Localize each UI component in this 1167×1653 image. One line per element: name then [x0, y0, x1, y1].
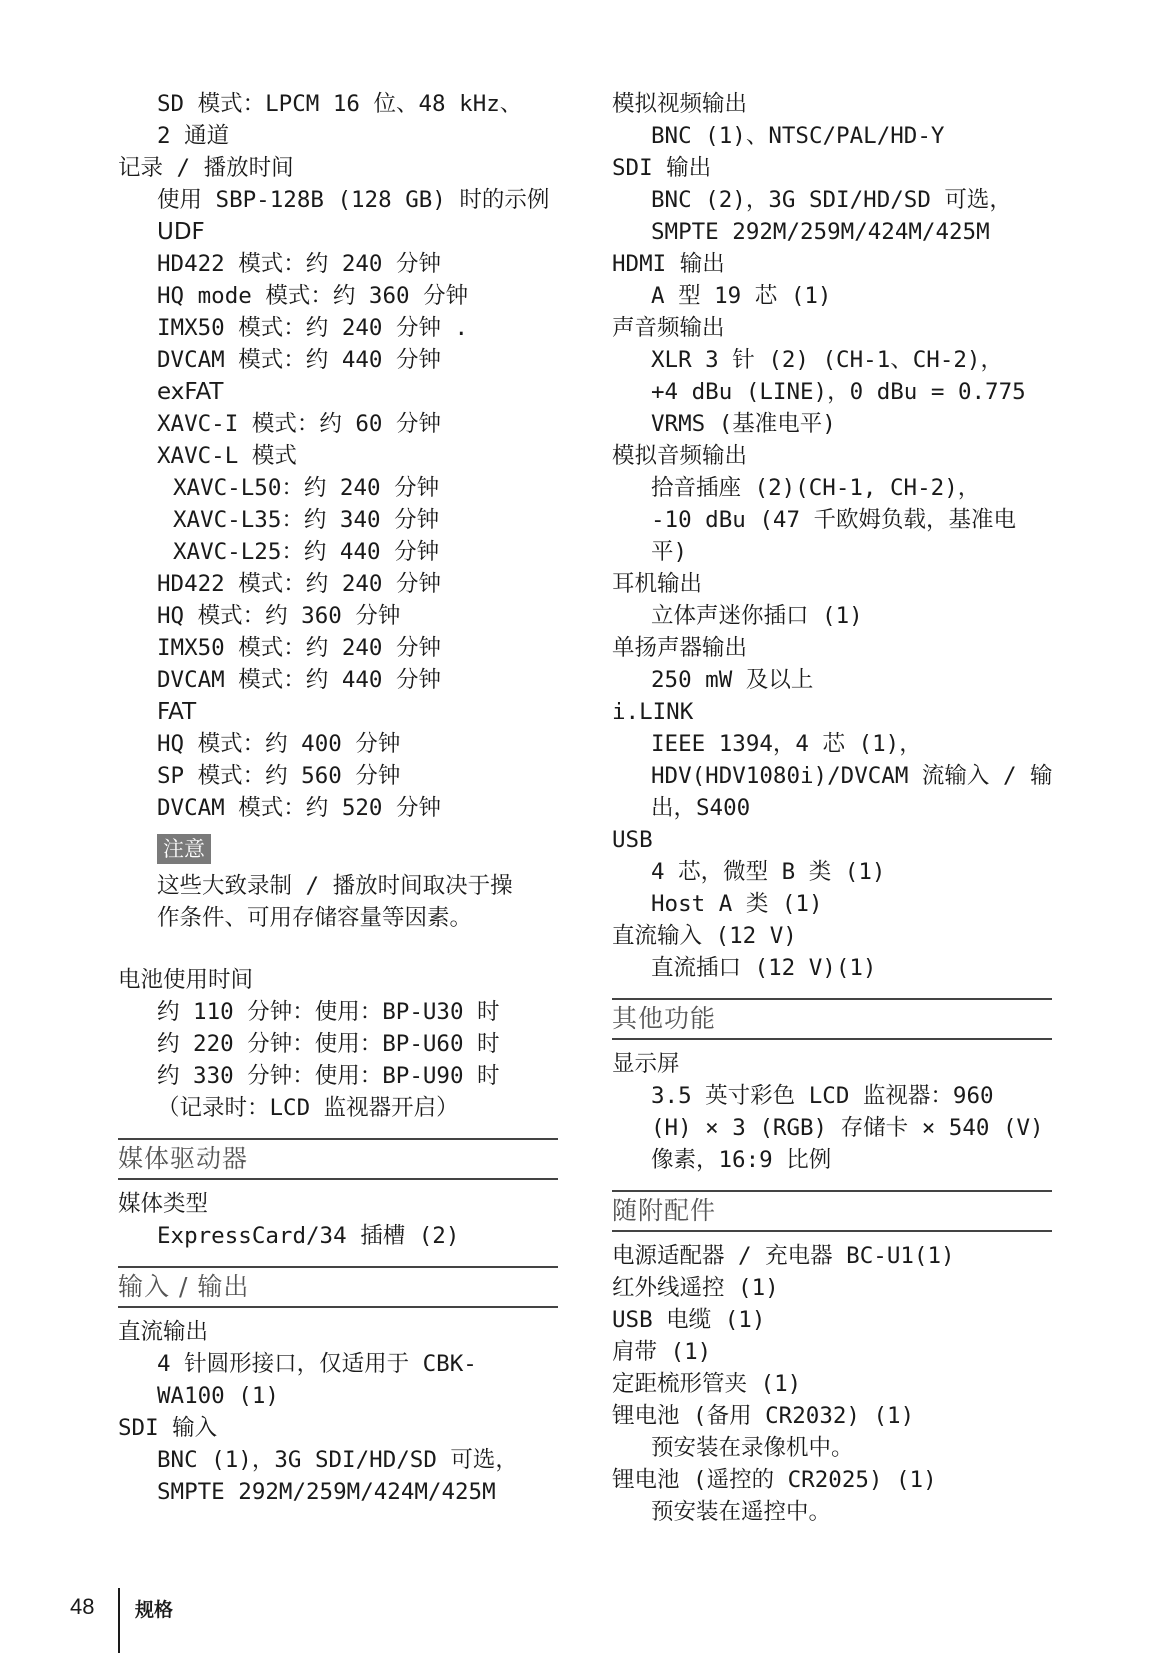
subheading-fat: FAT — [157, 699, 197, 725]
accessory-item: 锂电池 (遥控的 CR2025) (1) — [612, 1467, 937, 1493]
spec-line: 约 110 分钟：使用：BP-U30 时 — [157, 999, 500, 1025]
spec-line: HQ 模式：约 360 分钟 — [157, 603, 401, 629]
subheading-exfat: exFAT — [157, 379, 224, 405]
spec-heading: 声音频输出 — [612, 315, 725, 341]
spec-line: -10 dBu (47 千欧姆负载，基准电 — [651, 507, 1017, 533]
spec-line: （记录时：LCD 监视器开启） — [157, 1095, 459, 1121]
accessory-item: 定距梳形管夹 (1) — [612, 1371, 802, 1397]
spec-line: 预安装在录像机中。 — [651, 1435, 854, 1461]
right-column — [612, 88, 1052, 1528]
section-header-accessories: 随附配件 — [612, 1190, 1052, 1232]
spec-line: 250 mW 及以上 — [651, 667, 814, 693]
spec-line: BNC (2)，3G SDI/HD/SD 可选， — [651, 187, 1012, 213]
spec-heading: i.LINK — [612, 699, 694, 725]
spec-line: SMPTE 292M/259M/424M/425M — [157, 1479, 496, 1505]
accessory-item: 红外线遥控 (1) — [612, 1275, 779, 1301]
spec-line: HD422 模式：约 240 分钟 — [157, 251, 442, 277]
spec-line: 平) — [651, 539, 688, 565]
section-header-io: 输入 / 输出 — [118, 1266, 558, 1308]
accessory-item: 锂电池 (备用 CR2032) (1) — [612, 1403, 915, 1429]
spec-line: XAVC-I 模式：约 60 分钟 — [157, 411, 442, 437]
spec-line: DVCAM 模式：约 520 分钟 — [157, 795, 442, 821]
left-column — [118, 88, 558, 1508]
spec-heading: 单扬声器输出 — [612, 635, 748, 661]
spec-line: 约 220 分钟：使用：BP-U60 时 — [157, 1031, 500, 1057]
spec-line: ExpressCard/34 插槽 (2) — [157, 1223, 460, 1249]
spec-line: 拾音插座 (2)(CH-1, CH-2)， — [651, 475, 981, 501]
spec-heading: 记录 / 播放时间 — [118, 155, 294, 181]
section-header-media: 媒体驱动器 — [118, 1138, 558, 1180]
spec-line: DVCAM 模式：约 440 分钟 — [157, 347, 442, 373]
spec-line: A 型 19 芯 (1) — [651, 283, 832, 309]
spec-line: IEEE 1394，4 芯 (1)， — [651, 731, 922, 757]
page-number: 48 — [70, 1594, 95, 1619]
spec-heading: 直流输出 — [118, 1319, 209, 1345]
spec-line: HD422 模式：约 240 分钟 — [157, 571, 442, 597]
spec-heading: HDMI 输出 — [612, 251, 725, 277]
spec-line: 立体声迷你插口 (1) — [651, 603, 863, 629]
spec-line: SMPTE 292M/259M/424M/425M — [651, 219, 990, 245]
spec-line: DVCAM 模式：约 440 分钟 — [157, 667, 442, 693]
note-text: 这些大致录制 / 播放时间取决于操 — [157, 873, 513, 899]
page-footer — [0, 1580, 1167, 1653]
spec-line: 预安装在遥控中。 — [651, 1499, 832, 1525]
spec-heading: 显示屏 — [612, 1051, 680, 1077]
spec-line: VRMS (基准电平) — [651, 411, 836, 437]
spec-line: Host A 类 (1) — [651, 891, 823, 917]
spec-line: +4 dBu (LINE)，0 dBu = 0.775 — [651, 379, 1026, 405]
spec-heading: 媒体类型 — [118, 1191, 209, 1217]
spec-line: HQ 模式：约 400 分钟 — [157, 731, 401, 757]
spec-line: HQ mode 模式：约 360 分钟 — [157, 283, 469, 309]
note-badge: 注意 — [157, 834, 211, 864]
spec-line: (H) × 3 (RGB) 存储卡 × 540 (V) — [651, 1115, 1044, 1141]
spec-heading: 直流输入 (12 V) — [612, 923, 797, 949]
spec-line: 3.5 英寸彩色 LCD 监视器：960 — [651, 1083, 994, 1109]
spec-heading: USB — [612, 827, 653, 853]
spec-line: WA100 (1) — [157, 1383, 279, 1409]
spec-heading: 耳机输出 — [612, 571, 703, 597]
spec-heading: 模拟视频输出 — [612, 91, 748, 117]
spec-line: 约 330 分钟：使用：BP-U90 时 — [157, 1063, 500, 1089]
spec-heading: SDI 输出 — [612, 155, 712, 181]
spec-line: SP 模式：约 560 分钟 — [157, 763, 401, 789]
spec-heading: SDI 输入 — [118, 1415, 218, 1441]
spec-line: BNC (1)，3G SDI/HD/SD 可选， — [157, 1447, 518, 1473]
accessory-item: 肩带 (1) — [612, 1339, 712, 1365]
spec-line: SD 模式：LPCM 16 位、48 kHz、 — [157, 91, 523, 117]
spec-line: 4 针圆形接口，仅适用于 CBK- — [157, 1351, 477, 1377]
spec-line: IMX50 模式：约 240 分钟 — [157, 635, 442, 661]
spec-line: 像素，16:9 比例 — [651, 1147, 832, 1173]
spec-line: 2 通道 — [157, 123, 230, 149]
footer-section-label: 规格 — [135, 1599, 174, 1621]
spec-line: XAVC-L35：约 340 分钟 — [173, 507, 440, 533]
spec-line: HDV(HDV1080i)/DVCAM 流输入 / 输 — [651, 763, 1053, 789]
footer-divider — [118, 1588, 120, 1653]
subheading-udf: UDF — [157, 219, 205, 245]
spec-line: XAVC-L25：约 440 分钟 — [173, 539, 440, 565]
spacer — [118, 934, 558, 964]
spec-line: XAVC-L50：约 240 分钟 — [173, 475, 440, 501]
spec-line: 使用 SBP-128B (128 GB) 时的示例 — [157, 187, 550, 213]
spec-heading: 模拟音频输出 — [612, 443, 748, 469]
accessory-item: 电源适配器 / 充电器 BC-U1(1) — [612, 1243, 955, 1269]
spec-line: XLR 3 针 (2) (CH-1、CH-2)， — [651, 347, 1003, 373]
spec-line: XAVC-L 模式 — [157, 443, 297, 469]
note-text: 作条件、可用存储容量等因素。 — [157, 905, 473, 931]
spec-line: 4 芯，微型 B 类 (1) — [651, 859, 886, 885]
spec-line: IMX50 模式：约 240 分钟 . — [157, 315, 469, 341]
spec-line: BNC (1)、NTSC/PAL/HD-Y — [651, 123, 945, 149]
section-header-other: 其他功能 — [612, 998, 1052, 1040]
accessory-item: USB 电缆 (1) — [612, 1307, 766, 1333]
spec-line: 出，S400 — [651, 795, 751, 821]
spec-heading: 电池使用时间 — [118, 967, 254, 993]
spec-line: 直流插口 (12 V)(1) — [651, 955, 877, 981]
